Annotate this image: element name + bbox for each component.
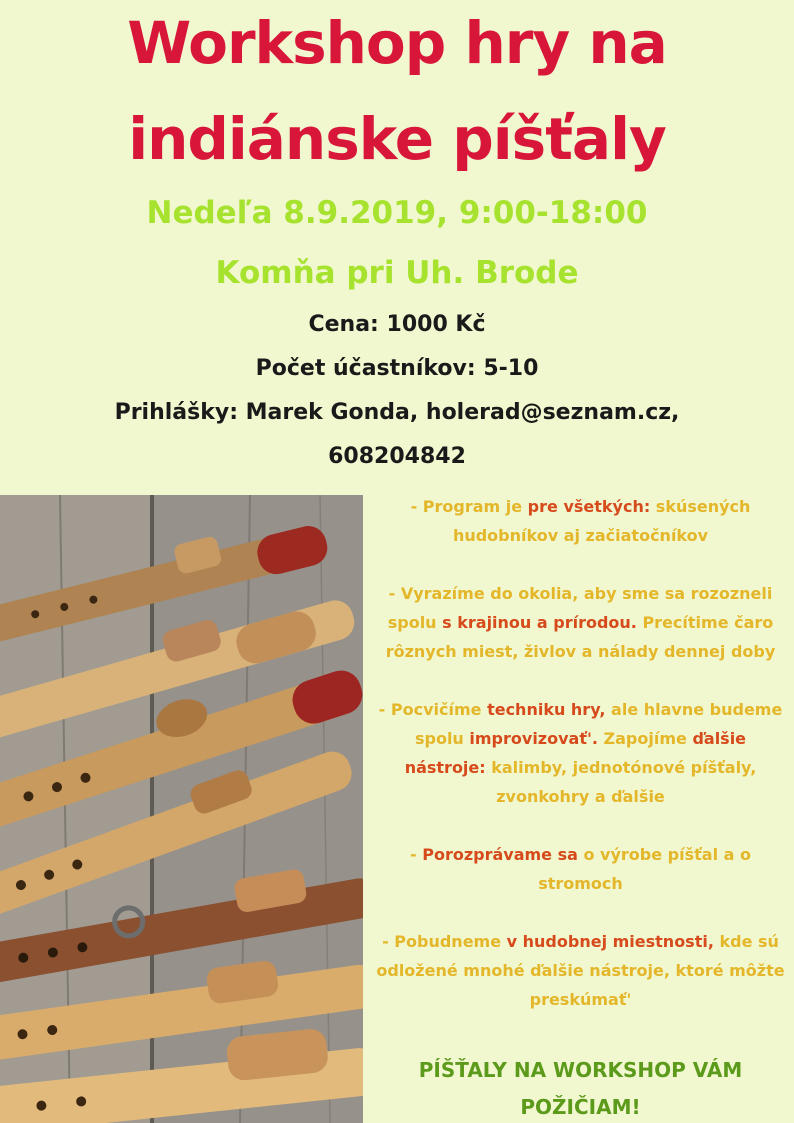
highlight-text: improvizovať'. [469,729,598,748]
program-paragraph [373,840,788,898]
event-price: Cena: 1000 Kč [308,312,486,337]
event-date: Nedeľa 8.9.2019, 9:00-18:00 [146,195,648,231]
program-paragraph [373,492,788,550]
highlight-text: pre všetkých: [527,497,651,516]
contact-phone: 608204842 [328,444,466,469]
program-paragraph [373,579,788,666]
wooden-flutes-photo [0,495,363,1123]
highlight-text: Porozprávame sa [422,845,578,864]
paragraph-text: ale hlavne budeme spolu [414,700,783,748]
cta-line-2: POŽIČIAM! [520,1095,641,1119]
paragraph-text: - Vyrazíme do okolia, aby sme sa rozozneli spolu [387,584,773,632]
program-paragraph [373,695,788,811]
paragraph-text: - [410,845,423,864]
call-to-action [373,1052,788,1123]
title-line-1: Workshop hry na [127,9,667,77]
program-description [373,492,788,1043]
paragraph-text: kde sú odložené mnohé ďalšie nástroje, ktoré môžte preskúmať' [376,932,785,1009]
paragraph-text: skúsených hudobníkov aj začiatočníkov [452,497,751,545]
contact-line-1: Prihlášky: Marek Gonda, holerad@seznam.cz, [114,400,680,425]
paragraph-text: Precítime čaro rôznych miest, živlov a nálady dennej doby [385,613,776,661]
highlight-text: v hudobnej miestnosti, [506,932,714,951]
paragraph-text: kalimby, jednotónové píšťaly, zvonkohry a ďalšie [485,758,757,806]
paragraph-text: - Program je [410,497,528,516]
cta-line-1: PÍŠŤALY NA WORKSHOP VÁM [418,1058,743,1082]
event-place: Komňa pri Uh. Brode [215,255,579,291]
participants-count: Počet účastníkov: 5-10 [255,356,539,381]
highlight-text: techniku hry, [487,700,606,719]
program-paragraph [373,927,788,1014]
paragraph-text: - Pocvičíme [378,700,488,719]
highlight-text: ďalšie nástroje: [404,729,747,777]
title-line-2: indiánske píšťaly [128,105,666,173]
highlight-text: s krajinou a prírodou. [442,613,637,632]
paragraph-text: - Pobudneme [382,932,507,951]
paragraph-text: Zapojíme [597,729,693,748]
paragraph-text: o výrobe píšťal a o stromoch [538,845,751,893]
